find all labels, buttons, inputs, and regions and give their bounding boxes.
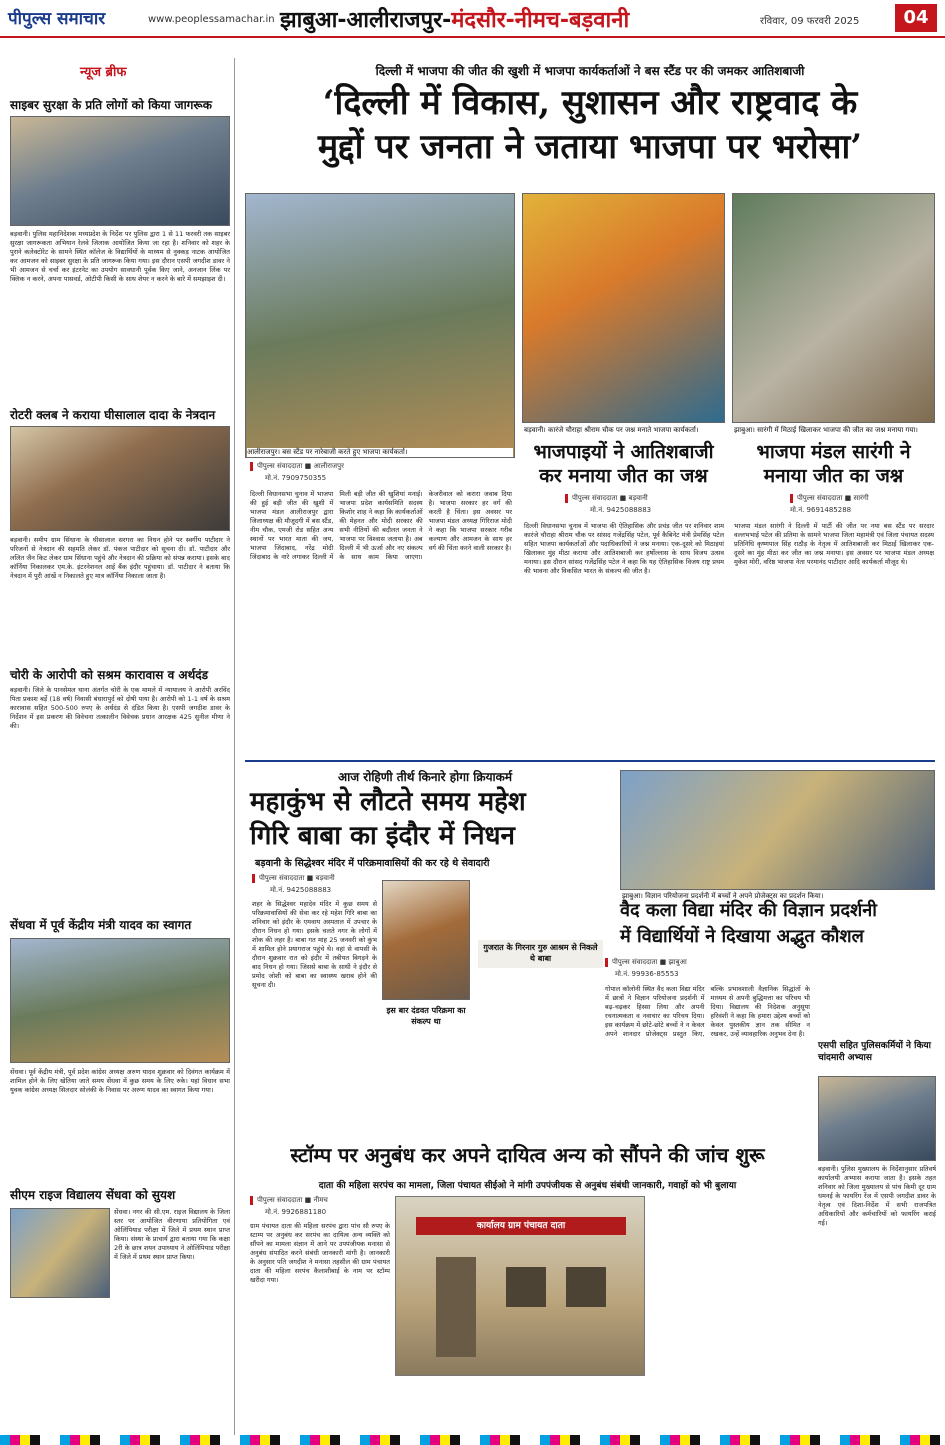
brief-photo (10, 426, 230, 531)
story-subhead: बड़वानी के सिद्धेश्वर मंदिर में परिक्रमावासियों की कर रहे थे सेवादारी (255, 858, 490, 869)
story-text: भाजपा मंडल सारंगी ने दिल्ली में पार्टी की जीत पर नया बस स्टैंड पर सरदार वल्लभभाई पटेल की प्रतिमा के सामने भाजपा जिला महामंत्री एवं जिला पंचायत सदस्य प्रतिनिधि कृष्णपाल सिंह राठौड़ के नेतृत्व में आतिशबाजी कर मिठाई खिलाकर एक-दूसरे का मुंह मीठा कर जीत का जश्न मनाया। इस अवसर पर भाजपा मंडल अध्यक्ष मुकेश मोरी, वरिष्ठ भाजपा नेता परमानंद पाटीदार आदि कार्यकर्ता मौजूद थे। (734, 522, 934, 566)
story-text: ग्राम पंचायत दाता की महिला सरपंच द्वारा पांच सौ रुपए के स्टाम्प पर अनुबंध कर सरपंच का दायित्व अन्य व्यक्ति को सौंपने का मामला संज्ञान में आने पर उपपंजीयक मनासा से अनुबंध संपादित करने संबंधी जानकारी मांगी है। जानकारी के अनुसार पति जगदीश ने मनासा तहसील की ग्राम पंचायत दाता की महिला सरपंच कैलाशीबाई के नाम पर स्टॉम्प खरीदा गया। (250, 1222, 390, 1284)
photo-caption: झाबुआ। सारंगी में मिठाई खिलाकर भाजपा की जीत का जश्न मनाया गया। (734, 426, 934, 435)
window (566, 1267, 606, 1307)
story-text: शहर के सिद्धेश्वर महादेव मंदिर में कुछ समय से परिक्रमावासियों की सेवा कर रहे महेश गिरि बाबा का शनिवार को इंदौर के एमवाय अस्पताल में उपचार के दौरान निधन हो गया। इसके चलते नगर के लोगों में शोक की लहर है। बाबा गत माह 25 जनवरी को कुंभ में शामिल होने प्रयागराज पहुंचे थे। वहां से वापसी के दौरान शुक्रवार रात को इंदौर में तबीयत बिगड़ने के बाद निधन हो गया। जिससे बाबा के साथी ने इंदौर से प्रमोद जोशी को बाबा का स्वास्थ्य खराब होने की सूचना दी। (252, 900, 377, 989)
science-fair-photo (620, 770, 935, 890)
byline: पीपुल्स संवाददाता ■ बड़वानी (252, 874, 335, 883)
byline: पीपुल्स संवाददाता ■ सारंगी (790, 494, 869, 503)
building-sign: कार्यालय ग्राम पंचायत दाता (416, 1217, 626, 1235)
photo-caption: झाबुआ। विज्ञान परियोजना प्रदर्शनी में बच्चों ने अपने प्रोजेक्ट्स का प्रदर्शन किया। (622, 892, 934, 901)
story-photo (522, 193, 725, 423)
box2-headline: इस बार दंडवत परिक्रमा का संकल्प था (386, 1006, 466, 1026)
story-headline-1: महाकुंभ से लौटते समय महेश (250, 787, 526, 817)
story-headline-2: गिरि बाबा का इंदौर में निधन (250, 821, 515, 851)
brief-photo (10, 116, 230, 226)
brief-text: सेंधवा। पूर्व केंद्रीय मंत्री, पूर्व प्रदेश कांग्रेस अध्यक्ष अरुण यादव शुक्रवार को दिवंगत कार्यक्रम में शामिल होने के लिए खेतिया जाते समय सेंधवा में कुछ समय के लिए रुके। यहां विधान सभा युवक कांग्रेस अध्यक्ष सिलदार सोलंकी के निवास पर अरुण यादव का स्वागत किया गया। (10, 1068, 230, 1094)
mobile-number: मो.नं. 9926881180 (265, 1208, 327, 1216)
story-text: गोपाल कॉलोनी स्थित वैद कला विद्या मंदिर में छात्रों ने विज्ञान परियोजना प्रदर्शनी में बढ़-चढ़कर हिस्सा लिया और अपनी रचनात्मकता व नवाचार का परिचय दिया। इस कार्यक्रम में छोटे-छोटे बच्चों ने न केवल अपने शानदार प्रोजेक्ट्स प्रस्तुत किए, बल्कि प्रभावशाली वैज्ञानिक सिद्धांतों के माध्यम से अपनी बुद्धिमत्ता का परिचय भी दिया। विद्यालय की निदेशक अनुसूया हरिवंशी ने कहा कि हमारा उद्देश्य बच्चों को केवल पुस्तकीय ज्ञान तक सीमित न रखकर, उन्हें व्यावहारिक अनुभव देना है। (605, 985, 810, 1038)
story-headline-2: में विद्यार्थियों ने दिखाया अद्भुत कौशल (620, 926, 864, 947)
brief-text: बड़वानी। समीप ग्राम सिंधाना के घीसालाल सरगरा का निधन होने पर स्वर्गीय पाटीदार ने परिजनों से नेत्रदान की सहमति लेकर डॉ. पंकज पाटीदार को सूचना दी। डॉ. पाटीदार और ललित जैन किट लेकर ग्राम सिंधाना पहुंचे और नेत्रदान की प्रक्रिया को संपन्न कराया। इसके बाद कॉर्निया निकालकर एम.के. इंटरनेशनल आई बैंक इंदौर पहुंचाया। डॉ. पाटीदार ने बताया कि नेत्रदान में पुरी आंखें न निकालते हुए मात्र कॉर्निया निकाला जाता है। (10, 536, 230, 580)
section-divider (245, 760, 935, 762)
brief-headline: सीएम राइज विद्यालय सेंधवा को सुयश (10, 1188, 176, 1202)
photo-caption: आलीराजपुर। बस स्टैंड पर नारेबाजी करते हुए भाजपा कार्यकर्ता। (247, 448, 513, 457)
top-story-headline-2: मुद्दों पर जनता ने जताया भाजपा पर भरोसा’ (317, 127, 863, 167)
brief-headline: रोटरी क्लब ने कराया घीसालाल दादा के नेत्रदान (10, 408, 216, 422)
news-brief-tag: न्यूज ब्रीफ (80, 65, 127, 80)
door (436, 1257, 476, 1357)
brief-photo (10, 1208, 110, 1298)
brief-text: सेंधवा। नगर की सी.एम. राइज विद्यालय के जिला स्तर पर आयोजित वीरणाया प्रतियोगिता एवं ओलिंपियाड परीक्षा में जिले में प्रथम स्थान प्राप्त किया। संस्था के प्राचार्य द्वारा बताया गया कि कक्षा 2री के छात्र शयन उपाध्याय ने ओलिंपियाड परीक्षा में जिले में प्रथम स्थान प्राप्त किया। (114, 1208, 230, 1261)
story-headline: स्टॉम्प पर अनुबंध कर अपने दायित्व अन्य को सौंपने की जांच शुरू (290, 1143, 765, 1167)
byline: पीपुल्स संवाददाता ■ आलीराजपुर (250, 462, 344, 471)
top-story-kicker: दिल्ली में भाजपा की जीत की खुशी में भाजपा कार्यकर्ताओं ने बस स्टैंड पर की जमकर आतिशबाजी (375, 64, 805, 78)
story-text-continued (382, 1005, 470, 1100)
issue-date: रविवार, 09 फरवरी 2025 (760, 16, 860, 27)
news-brief-column (10, 58, 235, 1438)
box1-headline: गुजरात के गिरनार गुरु आश्रम से निकले थे बाबा (478, 940, 603, 968)
brief-headline: सेंधवा में पूर्व केंद्रीय मंत्री यादव का स्वागत (10, 918, 192, 932)
byline: पीपुल्स संवाददाता ■ झाबुआ (605, 958, 687, 967)
top-story-text: दिल्ली विधानसभा चुनाव में भाजपा की हुई बड़ी जीत की खुशी में भाजपा मंडल आलीराजपुर द्वारा जिलाध्यक्ष की मौजूदगी में बस स्टैंड, नीम चौक, एमजी रोड सहित अन्य स्थानों पर भारत माता की जय, भाजपा जिंदाबाद, नरेंद्र मोदी जिंदाबाद के नारे लगाकर दिल्ली में मिली बड़ी जीत की खुशियां मनाई। भाजपा प्रदेश कार्यसमिति सदस्य किशोर शाह ने कहा कि कार्यकर्ताओं की मेहनत और मोदी सरकार की सभी नीतियों की बदौलत जनता ने भाजपा पर विश्वास जताया है। अब दिल्ली में भी ऊर्जा और नए संकल्प के साथ काम किया जाएगा। केजरीवाल को करारा जवाब दिया है। भाजपा सरकार हर वर्ग की करती है चिंता। इस अवसर पर भाजपा मंडल अध्यक्ष गिरिराज मोदी ने कहा कि भाजपा सरकार गरीब कल्याण और आमजन के साथ हर वर्ग की चिंता करने वाली सरकार है। (250, 490, 512, 561)
byline: पीपुल्स संवाददाता ■ बड़वानी (565, 494, 648, 503)
photo-caption: बड़वानी। कारंजे चौराहा श्रीराम चौक पर जश्न मनाते भाजपा कार्यकर्ता। (524, 426, 724, 435)
mobile-number: मो.नं. 7909750355 (265, 474, 327, 482)
edition-title: झाबुआ-आलीराजपुर-मंदसौर-नीमच-बड़वानी (280, 8, 630, 33)
story-headline-1: वैद कला विद्या मंदिर की विज्ञान प्रदर्शनी (620, 900, 877, 921)
story-text: दिल्ली विधानसभा चुनाव में भाजपा की ऐतिहासिक और प्रचंड जीत पर शनिवार शाम कारंजे चौराहा श्रीराम चौक पर सांसद गजेंद्रसिंह पटेल, पूर्व कैबिनेट मंत्री प्रेमसिंह पटेल सहित भाजपा कार्यकर्ताओं और पदाधिकारियों ने जश्न मनाया। एक-दूसरे को मिठाइयां खिलाकर मुंह मीठा कराया और आतिशबाजी कर हर्षोल्लास के साथ विजय उत्सव मनाया। इस दौरान सांसद गजेंद्रसिंह पटेल ने कहा कि यह ऐतिहासिक विजय राष्ट्र प्रथम की भावना और विकसित भारत के संकल्प की जीत है। (524, 522, 724, 575)
side-photo (818, 1076, 936, 1161)
brief-photo (10, 938, 230, 1063)
mobile-number: मो.नं. 9691485288 (790, 506, 852, 514)
brief-text: बड़वानी। जिले के पानसेमल थाना अंतर्गत चोरी के एक मामले में न्यायालय ने आरोपी अरविंद पिता प्रकाश बर्ड़े (18 वर्ष) निवासी बंधारापुर्द को दोषी पाया है। आरोपी को 1-1 वर्ष के सश्रम कारावास सहित 500-500 रुपए के अर्थदंड से दंडित किया है। एसपी जगदीश डावर के निर्देशन में इस प्रकरण की विवेचना तत्कालीन विवेचक प्रधान आरक्षक 425 सुनील मीणा ने की। (10, 686, 230, 730)
brief-headline: साइबर सुरक्षा के प्रति लोगों को किया जागरूक (10, 98, 212, 112)
side-text: बड़वानी। पुलिस मुख्यालय के निर्देशानुसार प्रतिवर्ष कार्यालयी अभ्यास कराया जाता है। इसके तहत शनिवार को जिला मुख्यालय से पांच किमी दूर ग्राम धमनई के फायरिंग रेंज में एसपी जगदीश डावर के नेतृत्व एवं दिशा-निर्देश में सभी राजपत्रित अधिकारियों और कर्मचारियों को फायरिंग कराई गई। (818, 1165, 936, 1227)
website-url: www.peoplessamachar.in (148, 14, 275, 25)
mobile-number: मो.नं. 99936-85553 (615, 970, 679, 978)
story-headline: भाजपा मंडल सारंगी ने मनाया जीत का जश्न (756, 441, 911, 487)
masthead (0, 0, 945, 38)
story-subhead: दाता की महिला सरपंच का मामला, जिला पंचायत सीईओ ने मांगी उपपंजीयक से अनुबंध संबंधी जानकारी, गवाहों को भी बुलाया (318, 1181, 737, 1191)
byline: पीपुल्स संवाददाता ■ नीमच (250, 1196, 328, 1205)
story-photo (732, 193, 935, 423)
story-kicker: आज रोहिणी तीर्थ किनारे होगा क्रियाकर्म (337, 770, 513, 784)
brief-headline: चोरी के आरोपी को सश्रम कारावास व अर्थदंड (10, 668, 209, 682)
print-color-bar (0, 1435, 945, 1445)
story-text-continued (650, 1196, 810, 1432)
panchayat-office-photo (395, 1196, 645, 1376)
top-story-headline-1: ‘दिल्ली में विकास, सुशासन और राष्ट्रवाद के (322, 83, 858, 123)
mobile-number: मो.नं. 9425088883 (590, 506, 652, 514)
baba-photo (382, 880, 470, 1000)
newspaper-logo: पीपुल्स समाचार (8, 9, 106, 29)
side-headline: एसपी सहित पुलिसकर्मियों ने किया चांदमारी अभ्यास (818, 1041, 931, 1063)
window (506, 1267, 546, 1307)
mobile-number: मो.नं. 9425088883 (270, 886, 332, 894)
page-number: 04 (895, 4, 937, 32)
brief-text: बड़वानी। पुलिस महानिदेशक मध्यप्रदेश के निर्देश पर पुलिस द्वारा 1 से 11 फरवरी तक साइबर सुरक्षा जागरूकता अभियान रेलवे जिलाक आयोजित किया जा रहा है। शनिवार को शहर के पुराने कलेक्टोरेट के सामने स्थित कॉलेज के विद्यार्थियों के माध्यम से नुक्कड़ नाटक आयोजित कर आमजन को साइबर सुरक्षा के प्रति जागरूक किया गया। इस दौरान एसपी जगदीश डावर ने भी आमजन से चर्चा कर इंटरनेट का उपयोग सावधानी पूर्वक किए जाने, अनजान लिंक पर क्लिक न करने, अपना पासवर्ड, ओटीपी किसी के साथ शेयर न करने के बारे में समझाइश दी। (10, 230, 230, 283)
story-headline: भाजपाइयों ने आतिशबाजी कर मनाया जीत का जश्न (533, 441, 714, 487)
top-story-photo (245, 193, 515, 458)
